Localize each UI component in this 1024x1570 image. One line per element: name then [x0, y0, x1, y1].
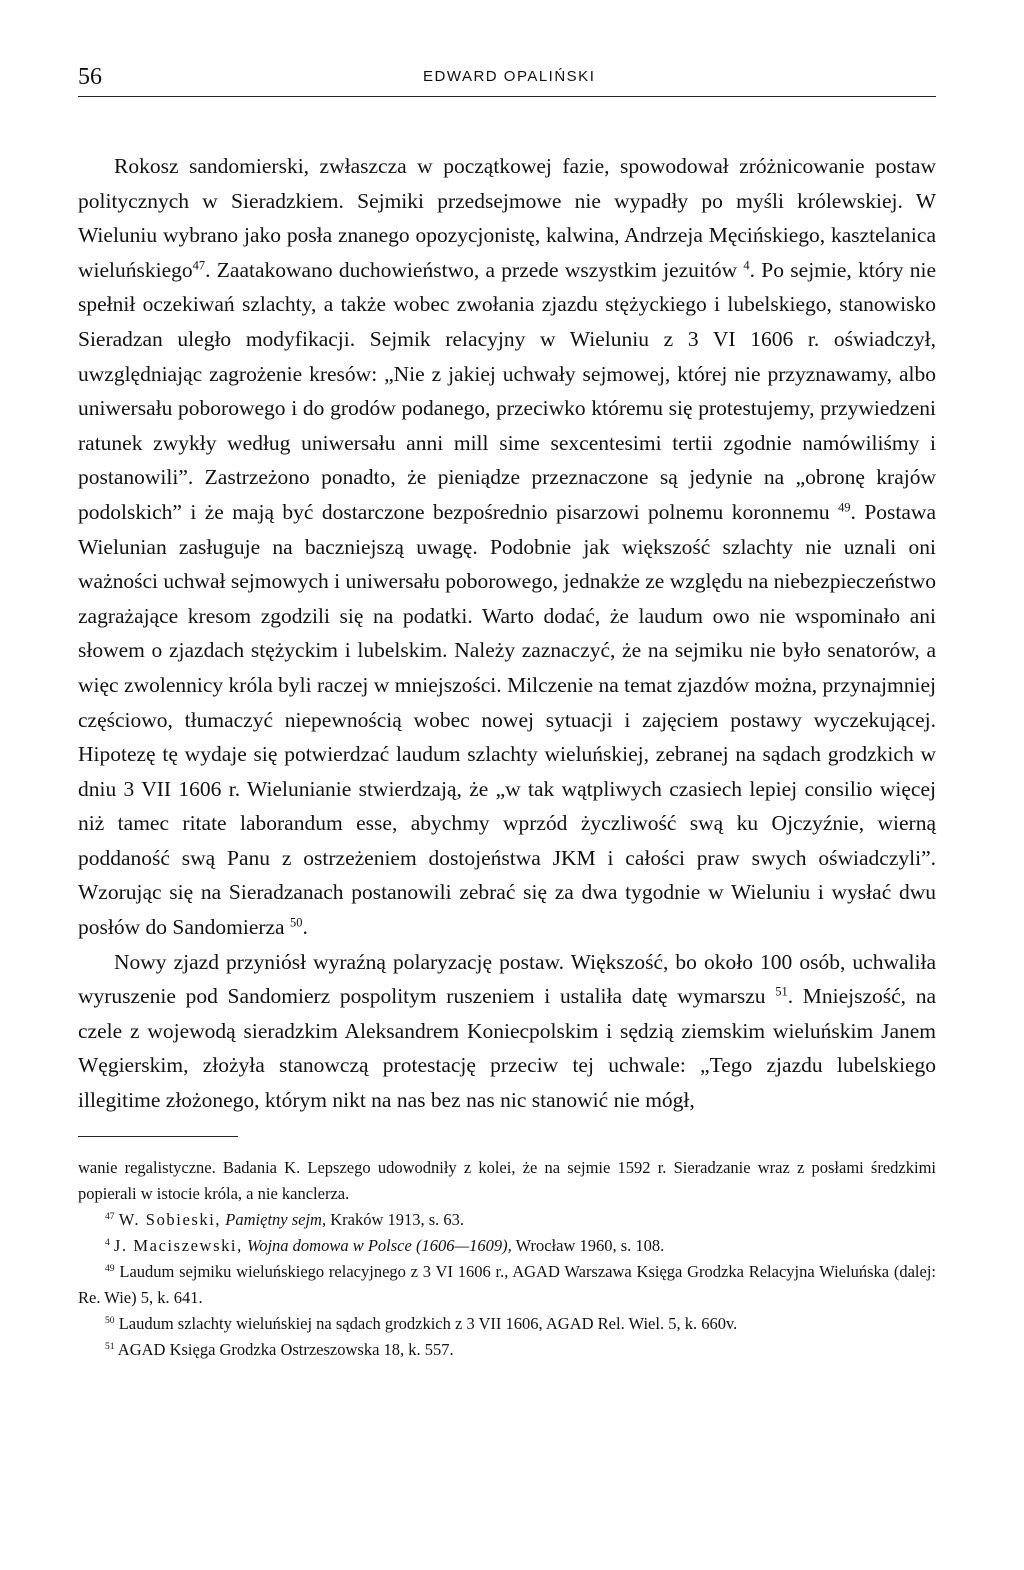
footnote-ref: 49 — [838, 500, 851, 515]
footnote-title: Pamiętny sejm, — [225, 1209, 327, 1229]
text-run: . Postawa Wielunian zasługuje na baczniejszą uwagę. Podobnie jak większość szlachty nie uznali oni ważności uchwał sejmowych i uniwersału poborowego, jednakże ze względu na niebezpieczeństwo zagrażające kresom zgodzili się na podatki. Warto dodać, że laudum owo nie wspominało ani słowem o zjazdach stężyckim i lubelskim. Należy zaznaczyć, że na sejmiku nie było senatorów, a więc zwolennicy króla byli raczej w mniejszości. Milczenie na temat zjazdów można, przynajmniej częściowo, tłumaczyć niepewnością wobec nowej sytuacji i zajęciem postawy wyczekującej. Hipotezę tę wydaje się potwierdzać laudum szlachty wieluńskiej, zebranej na sądach grodzkich w dniu 3 VII 1606 r. Wielunianie stwierdzają, że „w tak wątpliwych czasiech lepiej consilio więcej niż tamec ritate laborandum esse, abychmy wprzód życzliwość swą ku Ojczyźnie, wierną poddaność swą Panu z ostrzeżeniem dostojeństwa JKM i całości praw swych oświadczyli”. Wzorując się na Sieradzanach postanowili zebrać się za dwa tygodnie w Wieluniu i wysłać dwu posłów do Sandomierza — [78, 499, 936, 940]
footnote-number: 4 — [105, 1236, 110, 1248]
footnote — [78, 1207, 936, 1233]
running-title: EDWARD OPALIŃSKI — [423, 68, 596, 85]
footnote-number: 50 — [105, 1314, 115, 1326]
footnote-text: Kraków 1913, s. 63. — [330, 1209, 465, 1229]
running-head — [78, 62, 936, 97]
text-run: . — [302, 915, 308, 940]
footnote-author: W. Sobieski, — [118, 1209, 222, 1229]
footnote — [78, 1337, 936, 1363]
footnote-number: 49 — [105, 1262, 115, 1274]
book-page — [78, 62, 936, 1363]
footnote-ref: 51 — [775, 984, 788, 999]
footnote-number: 51 — [105, 1340, 115, 1352]
paragraph — [78, 149, 936, 945]
paragraph — [78, 945, 936, 1118]
footnote-text: Wrocław 1960, s. 108. — [515, 1235, 665, 1255]
text-run: . Zaatakowano duchowieństwo, a przede wszystkim jezuitów — [205, 257, 738, 282]
footnote-number: 47 — [105, 1210, 115, 1222]
footnote-continuation: wanie regalistyczne. Badania K. Lepszego udowodniły z kolei, że na sejmie 1592 r. Sieradzanie wraz z posłami średzkimi popierali w istocie króla, a nie kanclerza. — [78, 1157, 936, 1203]
footnote-ref: 47 — [192, 258, 206, 273]
text-run: . Po sejmie, który nie spełnił oczekiwań szlachty, a także wobec zwołania zjazdu stężyckiego i lubelskiego, stanowisko Sieradzan uległo modyfikacji. Sejmik relacyjny w Wieluniu z 3 VI 1606 r. oświadczył, uwzględniając zagrożenie kresów: „Nie z jakiej uchwały sejmowej, której nie przyznawamy, albo uniwersału poborowego i do grodów podanego, przeciwko któremu się protestujemy, przywiedzeni ratunek zwykły według uniwersału anni mill sime sexcentesimi tertii zgodnie namówiliśmy i postanowili”. Zastrzeżono ponadto, że pieniądze przeznaczone są jedynie na „obronę krajów podolskich” i że mają być dostarczone bezpośrednio pisarzowi polnemu koronnemu — [78, 257, 936, 524]
footnote-ref: 50 — [289, 915, 303, 930]
footnote-text: Laudum szlachty wieluńskiej na sądach grodzkich z 3 VII 1606, AGAD Rel. Wiel. 5, k. 660v. — [118, 1313, 738, 1333]
footnote-divider — [78, 1136, 238, 1137]
footnote — [78, 1259, 936, 1311]
page-number: 56 — [78, 64, 102, 90]
text-run: Rokosz sandomierski, zwłaszcza w początkowej fazie, spowodował zróżnicowanie postaw politycznych w Sieradzkiem. Sejmiki przedsejmowe nie wypadły po myśli królewskiej. W Wieluniu wybrano jako posła znanego opozycjonistę, kalwina, Andrzeja Męcińskiego, kasztelanica wieluńskiego — [78, 154, 936, 282]
footnotes — [78, 1155, 936, 1363]
footnote — [78, 1311, 936, 1337]
text-run: . Mniejszość, na czele z wojewodą sieradzkim Aleksandrem Koniecpolskim i sędzią ziemskim wieluńskim Janem Węgierskim, złożyła stanowczą protestację przeciw tej uchwale: „Tego zjazdu lubelskiego illegitime złożonego, którym nikt na nas bez nas nic stanowić nie mógł, — [78, 984, 937, 1113]
footnote — [78, 1233, 936, 1259]
footnote-author: J. Maciszewski, — [113, 1235, 243, 1255]
text-run: Nowy zjazd przyniósł wyraźną polaryzację postaw. Większość, bo około 100 osób, uchwaliła wyruszenie pod Sandomierz pospolitym ruszeniem i ustaliła datę wymarszu — [78, 949, 936, 1009]
main-text — [78, 149, 936, 1118]
footnote-text: AGAD Księga Grodzka Ostrzeszowska 18, k. 557. — [117, 1339, 454, 1359]
footnote-text: Laudum sejmiku wieluńskiego relacyjnego z 3 VI 1606 r., AGAD Warszawa Księga Grodzka Relacyjna Wieluńska (dalej: Re. Wie) 5, k. 641. — [78, 1261, 937, 1307]
footnote-title: Wojna domowa w Polsce (1606—1609), — [246, 1235, 512, 1255]
footnote-ref: 4 — [743, 258, 750, 273]
